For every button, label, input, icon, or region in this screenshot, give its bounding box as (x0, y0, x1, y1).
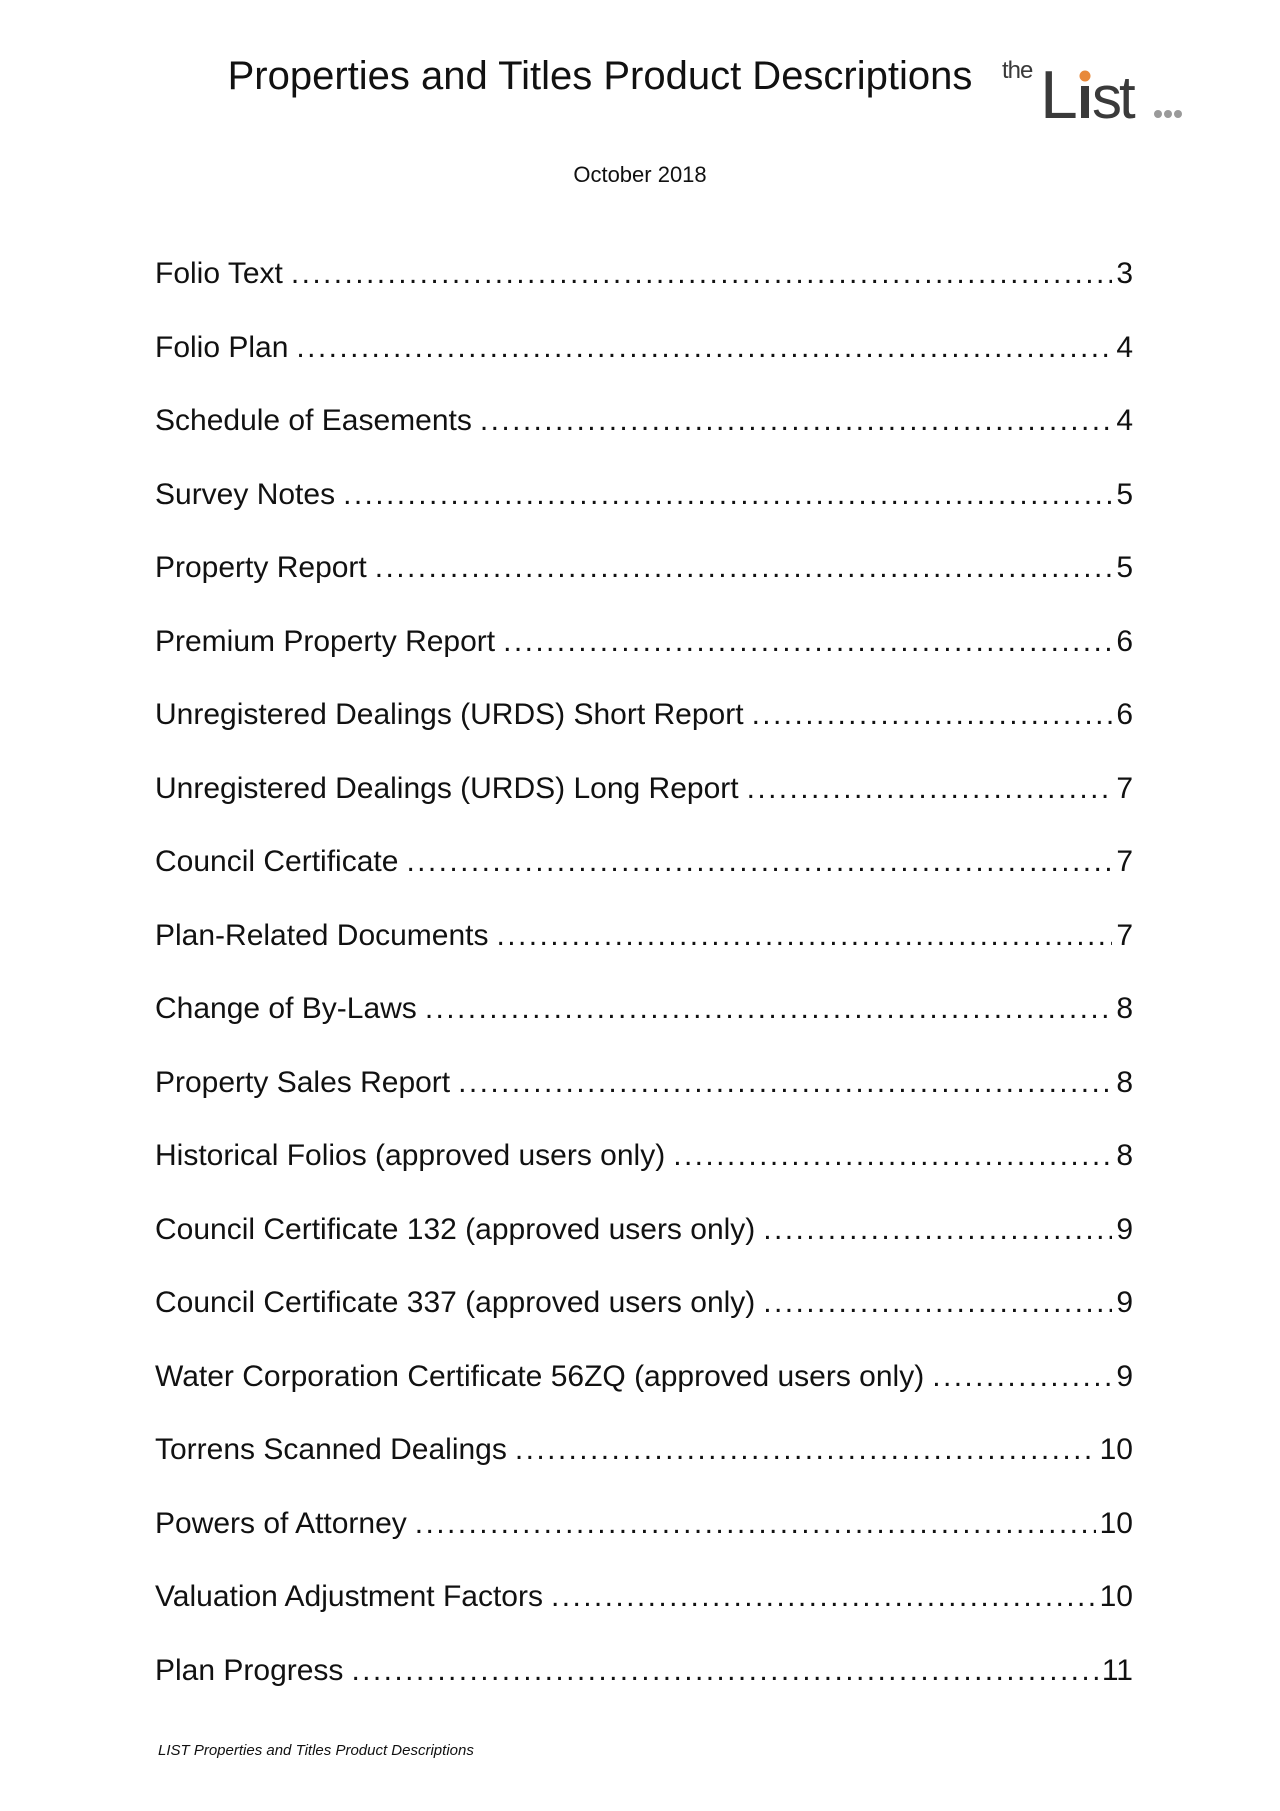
toc-page-number: 7 (1116, 771, 1133, 805)
toc-label: Change of By-Laws (155, 992, 417, 1025)
toc-entry-historical-folios[interactable] (155, 1134, 1133, 1208)
toc-leader (375, 546, 1113, 590)
toc-page-number: 11 (1101, 1653, 1133, 1687)
toc-entry-valuation-adjustment-factors[interactable] (155, 1575, 1133, 1649)
toc-entry-council-certificate-337[interactable] (155, 1281, 1133, 1355)
toc-page-number: 8 (1116, 992, 1133, 1025)
toc-label: Folio Plan (155, 330, 289, 364)
toc-entry-property-report[interactable] (155, 546, 1133, 620)
toc-leader (425, 987, 1113, 1031)
toc-entry-plan-related-documents[interactable] (155, 914, 1133, 988)
toc-page-number: 6 (1116, 624, 1133, 658)
toc-page-number: 4 (1116, 330, 1133, 364)
toc-label: Property Report (155, 551, 367, 584)
list-logo (1002, 46, 1192, 126)
toc-label: Water Corporation Certificate 56ZQ (approved users only) (155, 1359, 925, 1393)
toc-page-number: 5 (1116, 477, 1133, 511)
toc-entry-torrens-scanned-dealings[interactable] (155, 1428, 1133, 1502)
toc-leader (763, 1208, 1112, 1252)
toc-leader (932, 1355, 1112, 1399)
toc-entry-premium-property-report[interactable] (155, 620, 1133, 694)
toc-entry-urds-long-report[interactable] (155, 767, 1133, 841)
toc-entry-council-certificate-132[interactable] (155, 1208, 1133, 1282)
toc-entry-survey-notes[interactable] (155, 473, 1133, 547)
toc-page-number: 7 (1116, 918, 1133, 952)
toc-leader (415, 1502, 1096, 1546)
toc-page-number: 9 (1116, 1212, 1133, 1246)
toc-label: Powers of Attorney (155, 1506, 407, 1540)
toc-leader (673, 1134, 1112, 1178)
toc-label: Plan-Related Documents (155, 918, 489, 952)
toc-entry-urds-short-report[interactable] (155, 693, 1133, 767)
toc-label: Valuation Adjustment Factors (155, 1580, 543, 1613)
toc-page-number: 7 (1116, 845, 1133, 878)
toc-label: Torrens Scanned Dealings (155, 1433, 507, 1466)
toc-page-number: 6 (1116, 698, 1133, 731)
toc-entry-schedule-of-easements[interactable] (155, 399, 1133, 473)
toc-label: Premium Property Report (155, 624, 496, 658)
toc-page-number: 9 (1116, 1286, 1133, 1319)
toc-page-number: 4 (1116, 404, 1133, 437)
svg-text:the: the (1002, 57, 1033, 84)
toc-leader (296, 326, 1112, 370)
toc-leader (480, 399, 1112, 443)
toc-entry-water-corporation-certificate[interactable] (155, 1355, 1133, 1429)
toc-label: Historical Folios (approved users only) (155, 1139, 666, 1172)
toc-leader (458, 1061, 1112, 1105)
toc-leader (752, 693, 1113, 737)
page-title: Properties and Titles Product Descriptions (227, 54, 973, 98)
toc-leader (351, 1649, 1097, 1693)
toc-label: Council Certificate 132 (approved users only) (155, 1212, 756, 1246)
toc-label: Council Certificate (155, 845, 399, 878)
toc-leader (763, 1281, 1112, 1325)
document-date: October 2018 (573, 162, 707, 187)
svg-text:st: st (1092, 64, 1133, 126)
toc-entry-plan-progress[interactable] (155, 1649, 1133, 1723)
toc-entry-council-certificate[interactable] (155, 840, 1133, 914)
svg-text:L: L (1040, 57, 1074, 126)
toc-label: Survey Notes (155, 477, 336, 511)
toc-leader (747, 767, 1113, 811)
toc-leader (503, 620, 1112, 664)
toc-page-number: 10 (1099, 1580, 1133, 1613)
toc-label: Unregistered Dealings (URDS) Long Report (155, 771, 739, 805)
toc-leader (291, 252, 1112, 296)
toc-entry-change-of-by-laws[interactable] (155, 987, 1133, 1061)
page-footer: LIST Properties and Titles Product Descriptions (158, 1742, 474, 1759)
toc-page-number: 8 (1116, 1065, 1133, 1099)
toc-label: Council Certificate 337 (approved users only) (155, 1286, 756, 1319)
toc-entry-folio-text[interactable] (155, 252, 1133, 326)
toc-label: Unregistered Dealings (URDS) Short Report (155, 698, 744, 731)
toc-page-number: 5 (1116, 551, 1133, 584)
toc-page-number: 10 (1099, 1506, 1133, 1540)
toc-page-number: 9 (1116, 1359, 1133, 1393)
toc-leader (497, 914, 1113, 958)
toc-label: Folio Text (155, 257, 283, 290)
toc-leader (515, 1428, 1096, 1472)
toc-label: Plan Progress (155, 1653, 344, 1687)
toc-label: Property Sales Report (155, 1065, 451, 1099)
toc-entry-folio-plan[interactable] (155, 326, 1133, 400)
toc-leader (551, 1575, 1096, 1619)
toc-label: Schedule of Easements (155, 404, 472, 437)
toc-leader (343, 473, 1112, 517)
table-of-contents (155, 252, 1133, 1722)
toc-entry-property-sales-report[interactable] (155, 1061, 1133, 1135)
toc-page-number: 10 (1099, 1433, 1133, 1466)
toc-page-number: 3 (1116, 257, 1133, 290)
toc-entry-powers-of-attorney[interactable] (155, 1502, 1133, 1576)
toc-page-number: 8 (1116, 1139, 1133, 1172)
toc-leader (406, 840, 1112, 884)
